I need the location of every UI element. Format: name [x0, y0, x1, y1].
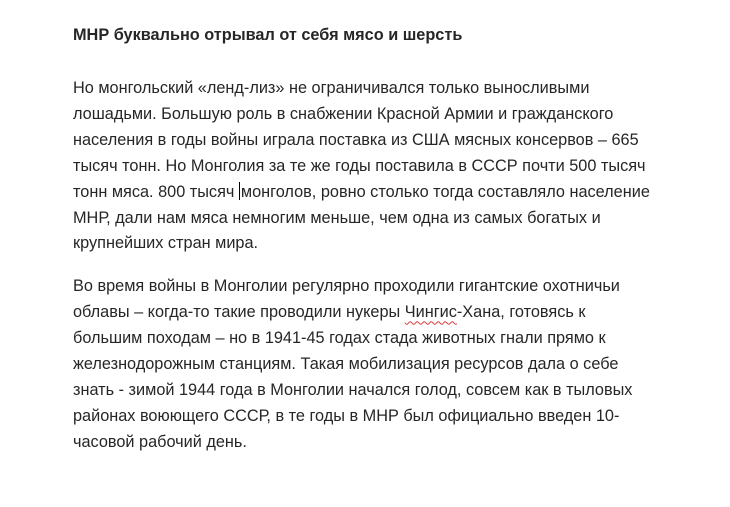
text-line: [73, 300, 713, 326]
text-line: [73, 180, 713, 206]
article-heading: МНР буквально отрывал от себя мясо и шерсть: [73, 26, 463, 44]
text-line: тысяч тонн. Но Монголия за те же годы поставила в СССР почти 500 тысяч: [73, 156, 646, 175]
text-line: Но монгольский «ленд-лиз» не ограничивался только выносливыми: [73, 79, 590, 97]
text-line: знать - зимой 1944 года в Монголии начался голод, совсем как в тыловых: [73, 380, 633, 399]
misspelled-word[interactable]: Чингис: [404, 303, 457, 322]
document-body[interactable]: [73, 24, 713, 456]
text-line: часовой рабочий день.: [73, 432, 247, 451]
text-line: лошадьми. Большую роль в снабжении Красной Армии и гражданского: [73, 104, 614, 123]
text-segment: монголов, ровно столько тогда составляло население: [240, 182, 650, 201]
paragraph-2[interactable]: [73, 274, 713, 455]
text-segment: -Хана, готовясь к: [456, 303, 586, 322]
text-segment: облавы – когда-то такие проводили нукеры: [73, 303, 405, 322]
text-line: населения в годы войны играла поставка из США мясных консервов – 665: [73, 130, 639, 149]
text-cursor: [239, 182, 240, 200]
text-line: крупнейших стран мира.: [73, 234, 259, 253]
text-line: Во время войны в Монголии регулярно проходили гигантские охотничьи: [73, 277, 620, 296]
paragraph-1[interactable]: [73, 76, 713, 257]
text-line: МНР, дали нам мяса немногим меньше, чем одна из самых богатых и: [73, 208, 601, 227]
text-line: большим походам – но в 1941-45 годах стада животных гнали прямо к: [73, 329, 606, 348]
text-line: районах воюющего СССР, в те годы в МНР был официально введен 10-: [73, 406, 620, 425]
text-segment: тонн мяса. 800 тысяч: [73, 182, 239, 201]
text-line: железнодорожным станциям. Такая мобилизация ресурсов дала о себе: [73, 355, 619, 374]
